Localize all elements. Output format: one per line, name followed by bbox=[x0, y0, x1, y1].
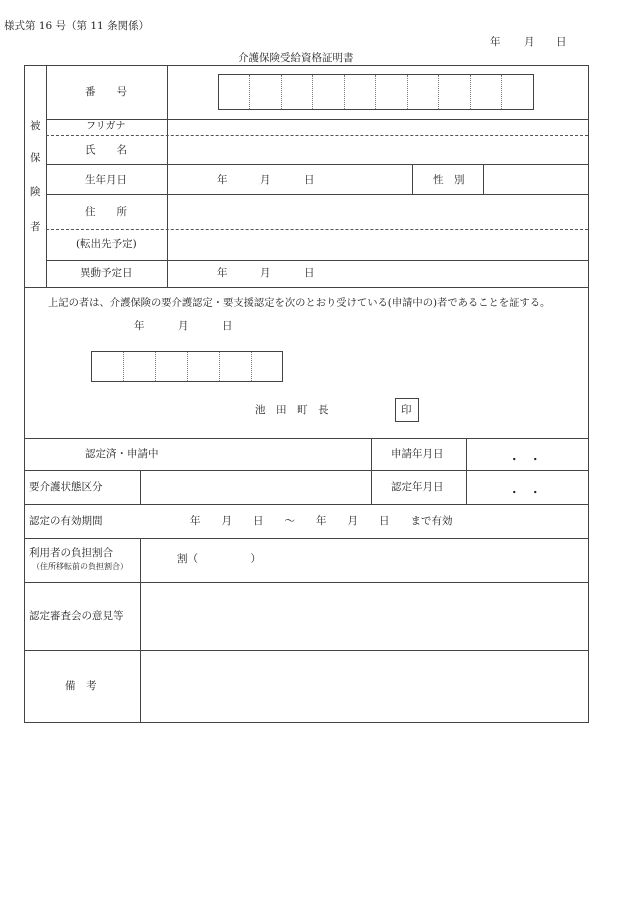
mayor-title: 池 田 町 長 bbox=[255, 404, 329, 416]
burden-value: 割（ ） bbox=[177, 553, 261, 565]
section-label-char-4: 者 bbox=[30, 221, 41, 233]
burden-sublabel: （住所移転前の負担割合） bbox=[32, 562, 128, 571]
move-month: 月 bbox=[260, 267, 271, 279]
validity-value: 年 月 日 ～ 年 月 日 まで有効 bbox=[190, 515, 453, 527]
certification-statement: 上記の者は、介護保険の要介護認定・要支援認定を次のとおり受けている(申請中の)者であることを証する。 bbox=[48, 297, 551, 309]
birth-year: 年 bbox=[217, 174, 228, 186]
transfer-label: (転出先予定) bbox=[76, 238, 137, 250]
issue-date-day: 日 bbox=[556, 36, 567, 48]
furigana-label: フリガナ bbox=[86, 121, 126, 132]
cert-day: 日 bbox=[222, 320, 233, 332]
cert-date-label: 認定年月日 bbox=[391, 481, 444, 493]
validity-label: 認定の有効期間 bbox=[29, 515, 103, 527]
section-label-char-3: 険 bbox=[30, 186, 41, 198]
application-date-label: 申請年月日 bbox=[391, 448, 444, 460]
application-date-value: ・ ・ bbox=[509, 454, 541, 466]
burden-label: 利用者の負担割合 bbox=[29, 547, 113, 559]
move-day: 日 bbox=[304, 267, 315, 279]
birth-month: 月 bbox=[260, 174, 271, 186]
number-label: 番 号 bbox=[85, 86, 127, 98]
move-year: 年 bbox=[217, 267, 228, 279]
address-label: 住 所 bbox=[85, 206, 127, 218]
sex-label: 性 別 bbox=[433, 174, 465, 186]
move-date-label: 異動予定日 bbox=[80, 267, 133, 279]
issue-date-year: 年 bbox=[490, 36, 501, 48]
form-number: 様式第 16 号（第 11 条関係） bbox=[4, 20, 150, 32]
seal-label: 印 bbox=[401, 404, 412, 416]
birth-day: 日 bbox=[304, 174, 315, 186]
cert-month: 月 bbox=[178, 320, 189, 332]
insured-number-boxes[interactable] bbox=[218, 74, 534, 110]
committee-label: 認定審査会の意見等 bbox=[29, 610, 124, 622]
section-label-char-2: 保 bbox=[30, 152, 41, 164]
care-level-label: 要介護状態区分 bbox=[29, 481, 103, 493]
name-label: 氏 名 bbox=[85, 144, 127, 156]
issue-date-month: 月 bbox=[524, 36, 535, 48]
remarks-label: 備 考 bbox=[65, 680, 97, 692]
cert-date-value: ・ ・ bbox=[509, 487, 541, 499]
cert-year: 年 bbox=[134, 320, 145, 332]
document-title: 介護保険受給資格証明書 bbox=[238, 52, 354, 64]
status-label: 認定済・申請中 bbox=[85, 448, 159, 460]
birthdate-label: 生年月日 bbox=[85, 174, 127, 186]
section-label-char-1: 被 bbox=[30, 120, 41, 132]
